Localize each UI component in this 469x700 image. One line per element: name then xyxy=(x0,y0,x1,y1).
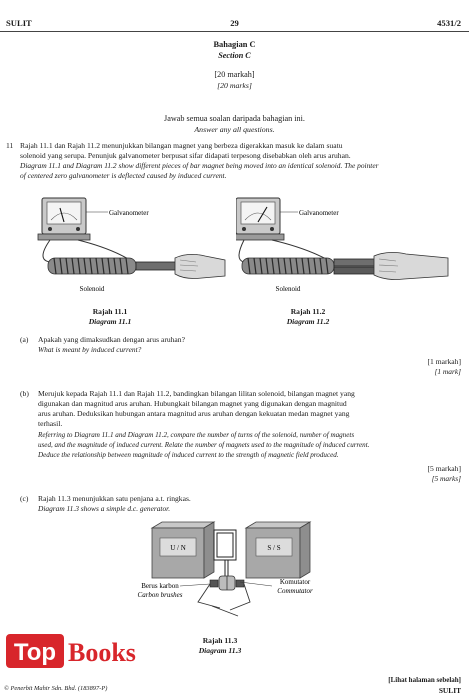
section-marks-ms: [20 markah] xyxy=(214,70,255,79)
qb-ms-4: terhasil. xyxy=(38,419,63,428)
bar-magnet-1 xyxy=(136,262,180,270)
bar-magnet-2b xyxy=(334,267,378,274)
commutator xyxy=(219,576,235,590)
q11-intro-ms-2: solenoid yang serupa. Penunjuk galvanometer berpusat sifar didapati terpesong disebabkan oleh arus aruhan. xyxy=(20,151,351,160)
qb-label: (b) xyxy=(20,389,29,398)
qa-label: (a) xyxy=(20,335,29,344)
section-title-en: Section C xyxy=(218,51,251,60)
qc-label: (c) xyxy=(20,494,29,503)
brush-label-ms: Berus karbon xyxy=(141,582,179,590)
brush-label-en: Carbon brushes xyxy=(137,591,183,599)
topbooks-logo-art xyxy=(2,630,197,672)
q11-intro-ms-1: Rajah 11.1 dan Rajah 11.2 menunjukkan bilangan magnet yang berbeza digerakkan masuk ke dalam suatu xyxy=(20,141,343,150)
caption-11-2-en: Diagram 11.2 xyxy=(286,317,330,326)
qb-ms-3: arus aruhan. Deduksikan hubungan antara magnitud arus aruhan dengan kekuatan medan magnet yang xyxy=(38,409,350,418)
diagram-11-1 xyxy=(20,190,230,295)
caption-11-3-en: Diagram 11.3 xyxy=(198,646,242,655)
svg-text:Books: Books xyxy=(68,638,136,667)
qb-en-3: Deduce the relationship between magnitude of induced current to the strength of magnetic field produced. xyxy=(38,451,339,459)
coil xyxy=(214,530,236,576)
q11-intro-en-2: of centered zero galvanometer is deflected caused by induced current. xyxy=(20,171,227,180)
next-page-note: [Lihat halaman sebelah] xyxy=(388,676,461,684)
qc-en: Diagram 11.3 shows a simple d.c. generator. xyxy=(38,504,171,513)
instruction-en: Answer any all questions. xyxy=(194,125,275,134)
section-marks-en: [20 marks] xyxy=(217,81,252,90)
solenoid-2 xyxy=(242,258,334,274)
question-number: 11 xyxy=(6,141,14,150)
qb-marks-ms: [5 markah] xyxy=(427,464,461,473)
diagram-11-3 xyxy=(100,520,400,630)
caption-11-3-ms: Rajah 11.3 xyxy=(202,636,238,645)
magnet-pole-south xyxy=(246,522,310,578)
hand-1 xyxy=(175,254,225,278)
galvanometer-1 xyxy=(38,198,90,240)
instruction-ms: Jawab semua soalan daripada bahagian ini. xyxy=(164,114,305,123)
caption-11-1-ms: Rajah 11.1 xyxy=(92,307,128,316)
qa-marks-en: [1 mark] xyxy=(434,367,461,376)
header-rule xyxy=(0,31,469,32)
solenoid-label-1: Solenoid xyxy=(79,285,105,293)
solenoid-label-2: Solenoid xyxy=(275,285,301,293)
topbooks-logo xyxy=(2,630,197,672)
footer-sulit: SULIT xyxy=(438,686,461,695)
publisher: © Penerbit Mahir Sdn. Bhd. (183897-P) xyxy=(4,685,108,692)
qb-marks-en: [5 marks] xyxy=(431,474,461,483)
solenoid-1 xyxy=(48,258,136,274)
qc-ms: Rajah 11.3 menunjukkan satu penjana a.t. ringkas. xyxy=(38,494,191,503)
q11-intro-en-1: Diagram 11.1 and Diagram 11.2 show different pieces of bar magnet being moved into an identical solenoid. The pointer xyxy=(20,161,379,170)
caption-11-1-en: Diagram 11.1 xyxy=(88,317,132,326)
pole-left-label: U / N xyxy=(170,544,186,552)
pole-right-label: S / S xyxy=(267,544,281,552)
qa-ms: Apakah yang dimaksudkan dengan arus aruhan? xyxy=(38,335,185,344)
galvanometer-label-2: Galvanometer xyxy=(299,209,339,217)
galvanometer-2 xyxy=(236,198,284,240)
qa-en: What is meant by induced current? xyxy=(38,345,142,354)
diagram-11-2 xyxy=(236,190,451,295)
hand-2 xyxy=(374,252,448,279)
qb-ms-1: Merujuk kepada Rajah 11.1 dan Rajah 11.2, bandingkan bilangan lilitan solenoid, bilangan magnet yang xyxy=(38,389,355,398)
bar-magnet-2a xyxy=(334,259,378,266)
qb-ms-2: digunakan dan magnitud arus aruhan. Hubungkait bilangan magnet yang digunakan dengan magnitud xyxy=(38,399,347,408)
qb-en-2: used, and the magnitude of induced current. Relate the number of magnets used to the magnitude of induced current. xyxy=(38,441,370,449)
svg-text:Top: Top xyxy=(13,639,57,666)
caption-11-2-ms: Rajah 11.2 xyxy=(290,307,326,316)
commutator-label-ms: Komutator xyxy=(279,578,311,586)
commutator-label-en: Commutator xyxy=(277,587,313,595)
galvanometer-label-1: Galvanometer xyxy=(109,209,149,217)
qb-en-1: Referring to Diagram 11.1 and Diagram 11.2, compare the number of turns of the solenoid, number of magnets xyxy=(38,431,355,439)
header-sulit: SULIT xyxy=(6,18,32,28)
magnet-pole-north xyxy=(152,522,214,578)
paper-code: 4531/2 xyxy=(437,18,461,28)
page-number: 29 xyxy=(230,18,239,28)
section-title-ms: Bahagian C xyxy=(213,40,256,49)
qa-marks-ms: [1 markah] xyxy=(427,357,461,366)
